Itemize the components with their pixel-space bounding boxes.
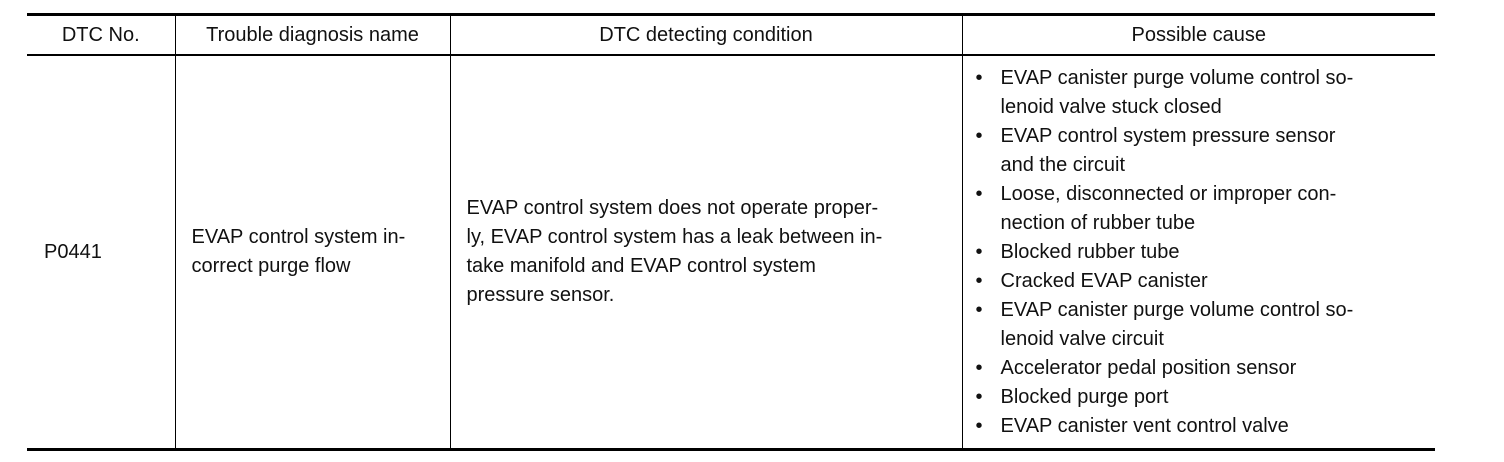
possible-cause-text: nection of rubber tube (1000, 211, 1196, 234)
possible-cause-text: lenoid valve circuit (1000, 327, 1164, 350)
possible-cause-text: and the circuit (1000, 153, 1126, 176)
bullet-icon: • (975, 240, 983, 263)
possible-cause-item (976, 64, 1436, 122)
dtc-number-cell: P0441 (27, 55, 175, 450)
possible-cause-text: Cracked EVAP canister (1000, 269, 1208, 292)
diagnosis-name-line: EVAP control system in- (191, 226, 406, 248)
possible-cause-list (976, 64, 1436, 441)
table-row (27, 55, 1435, 450)
bullet-icon: • (975, 66, 983, 89)
possible-cause-item (976, 267, 1436, 296)
possible-cause-cell (962, 55, 1435, 450)
header-possible-cause: Possible cause (962, 15, 1435, 56)
header-trouble-diagnosis-name: Trouble diagnosis name (175, 15, 450, 56)
possible-cause-item (976, 296, 1436, 354)
diagnosis-name-line: correct purge flow (191, 255, 351, 277)
bullet-icon: • (975, 124, 983, 147)
detecting-condition-line: ly, EVAP control system has a leak between in- (466, 226, 883, 248)
possible-cause-text: EVAP control system pressure sensor (1000, 124, 1336, 147)
dtc-table (27, 13, 1435, 451)
bullet-icon: • (975, 385, 983, 408)
detecting-condition-line: EVAP control system does not operate proper- (466, 197, 879, 219)
possible-cause-text: Accelerator pedal position sensor (1000, 356, 1297, 379)
bullet-icon: • (975, 356, 983, 379)
diagnosis-name-cell (175, 55, 450, 450)
bullet-icon: • (975, 414, 983, 437)
bullet-icon: • (975, 182, 983, 205)
possible-cause-text: EVAP canister purge volume control so- (1000, 298, 1354, 321)
table-header-row (27, 15, 1435, 56)
possible-cause-item (976, 238, 1436, 267)
possible-cause-item (976, 412, 1436, 441)
possible-cause-item (976, 122, 1436, 180)
possible-cause-text: Blocked rubber tube (1000, 240, 1180, 263)
bullet-icon: • (975, 269, 983, 292)
possible-cause-text: EVAP canister vent control valve (1000, 414, 1289, 437)
detecting-condition-line: take manifold and EVAP control system (466, 255, 816, 277)
possible-cause-item (976, 354, 1436, 383)
header-dtc-no: DTC No. (27, 15, 175, 56)
possible-cause-text: Loose, disconnected or improper con- (1000, 182, 1337, 205)
possible-cause-text: lenoid valve stuck closed (1000, 95, 1222, 118)
possible-cause-item (976, 180, 1436, 238)
header-dtc-detecting-condition: DTC detecting condition (450, 15, 962, 56)
detecting-condition-line: pressure sensor. (466, 284, 615, 306)
bullet-icon: • (975, 298, 983, 321)
detecting-condition-cell (450, 55, 962, 450)
possible-cause-text: Blocked purge port (1000, 385, 1169, 408)
possible-cause-text: EVAP canister purge volume control so- (1000, 66, 1354, 89)
possible-cause-item (976, 383, 1436, 412)
